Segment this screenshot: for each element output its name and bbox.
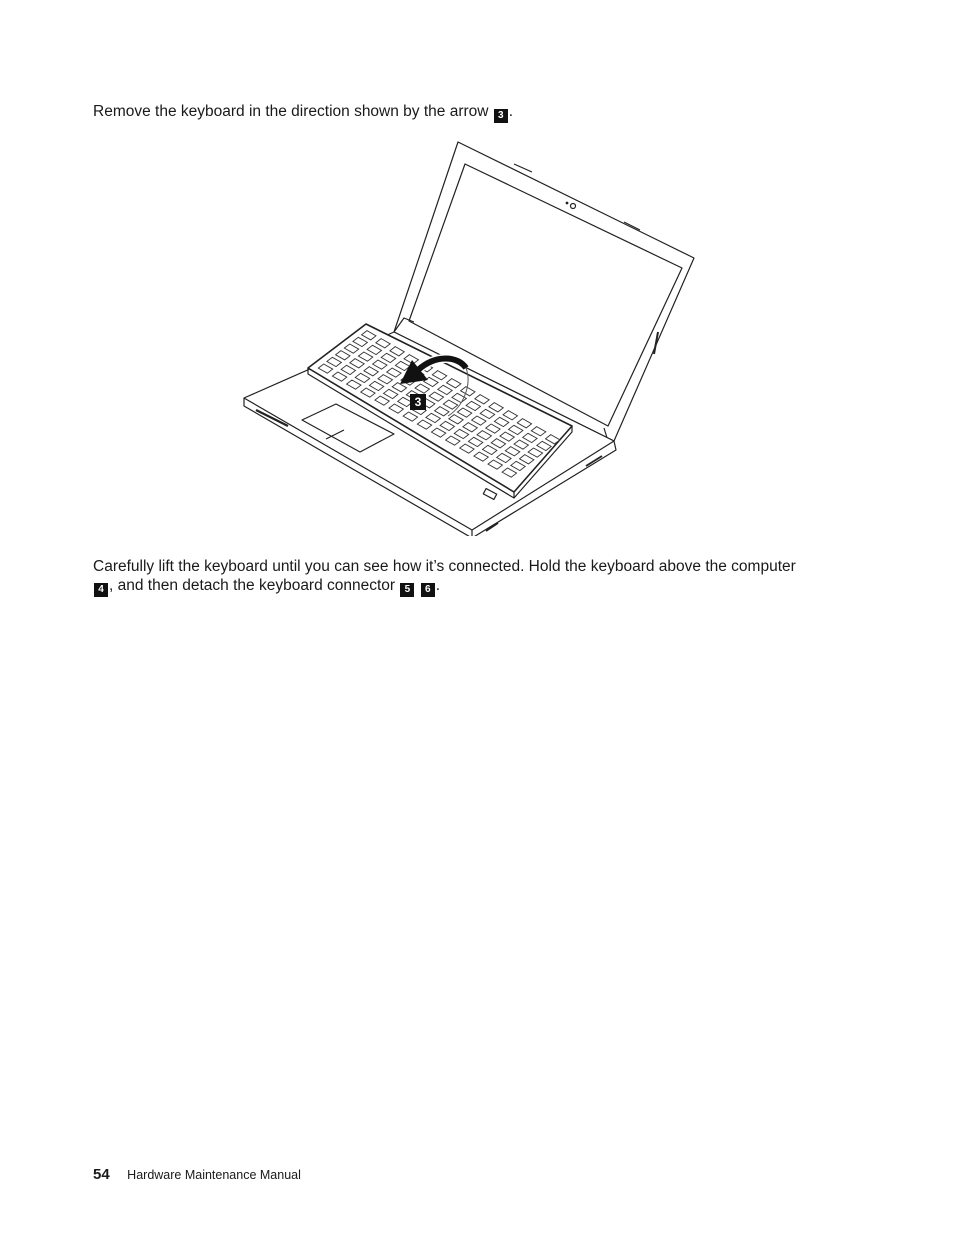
callout-badge-3: 3 bbox=[494, 109, 508, 123]
instruction-text: , and then detach the keyboard connector bbox=[109, 577, 396, 594]
instruction-text: Remove the keyboard in the direction shown by the arrow bbox=[93, 103, 489, 120]
page-number: 54 bbox=[93, 1166, 110, 1183]
callout-badge-6: 6 bbox=[421, 583, 435, 597]
callout-badge-5: 5 bbox=[400, 583, 414, 597]
manual-title: Hardware Maintenance Manual bbox=[127, 1168, 301, 1182]
sentence-end: . bbox=[435, 577, 441, 594]
callout-badge-4: 4 bbox=[94, 583, 108, 597]
page-footer bbox=[93, 1166, 301, 1183]
instruction-step-detach-connector bbox=[93, 557, 853, 597]
sentence-end: . bbox=[508, 103, 514, 120]
figure-callout-3-label: 3 bbox=[414, 395, 422, 409]
instruction-text: Carefully lift the keyboard until you can see how it’s connected. Hold the keyboard above the computer bbox=[93, 558, 796, 575]
instruction-step-remove-keyboard bbox=[93, 102, 853, 123]
figure-callout-3 bbox=[410, 394, 426, 410]
laptop-keyboard-removal-illustration bbox=[236, 136, 706, 536]
